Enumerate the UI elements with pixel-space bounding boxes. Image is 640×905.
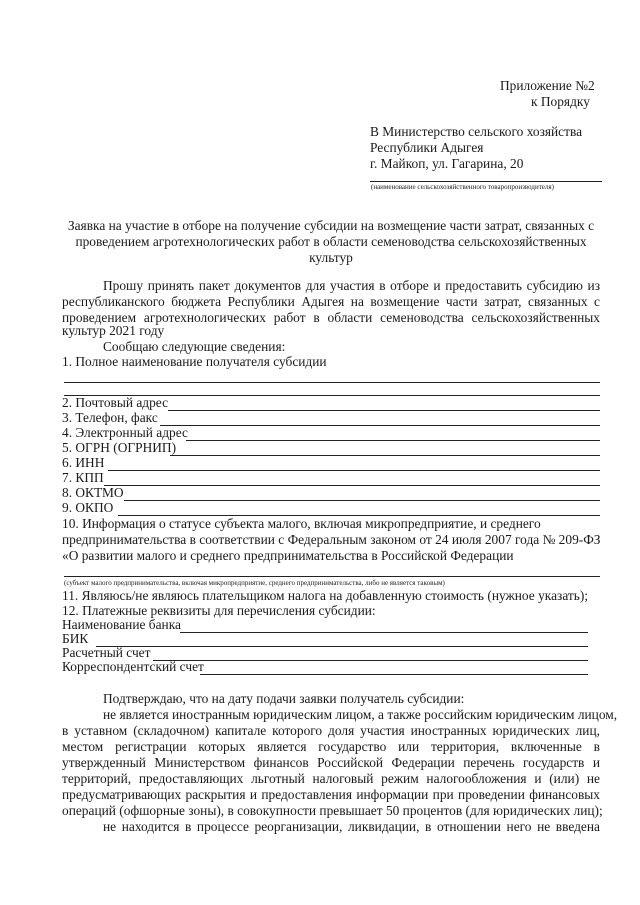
field-sme-line-2: предпринимательства в соответствии с Федеральным законом от 24 июля 2007 года № 209-ФЗ: [62, 532, 601, 547]
field-postal-label: 2. Почтовый адрес: [62, 395, 169, 410]
field-sme-caption: (субъект малого предпринимательства, включая микропредприятие, среднего предпринимательства, либо не является таковым): [64, 579, 445, 587]
field-bik-label: БИК: [62, 631, 89, 646]
field-bank-label: Наименование банка: [62, 617, 181, 632]
field-email-label: 4. Электронный адрес: [62, 425, 188, 440]
field-phone-label: 3. Телефон, факс: [62, 410, 158, 425]
field-account-label: Расчетный счет: [62, 645, 151, 660]
field-bik-line: [96, 646, 588, 647]
field-ogrn-line: [170, 455, 600, 456]
field-okpo-label: 9. ОКПО: [62, 500, 114, 515]
addressee-ministry: В Министерство сельского хозяйства: [370, 124, 583, 139]
field-vat: 11. Являюсь/не являюсь плательщиком налога на добавленную стоимость (нужное указать);: [62, 588, 589, 603]
applicant-name-caption: (наименование сельскохозяйственного товаропроизводителя): [371, 183, 554, 191]
field-postal-line: [168, 410, 600, 411]
field-inn-label: 6. ИНН: [62, 455, 105, 470]
confirm-p1-line-5: территорий, предоставляющих льготный налоговый режим налогообложения и (или) не: [62, 771, 600, 786]
field-bank-line: [180, 632, 588, 633]
field-payment-details: 12. Платежные реквизиты для перечисления субсидии:: [62, 603, 376, 618]
addressee-address: г. Майкоп, ул. Гагарина, 20: [370, 156, 524, 171]
confirm-intro: Подтверждаю, что на дату подачи заявки получатель субсидии:: [103, 691, 465, 706]
intro-line-5: Сообщаю следующие сведения:: [103, 339, 286, 354]
confirm-p1-line-1: не является иностранным юридическим лицом, а также российским юридическим лицом,: [103, 707, 618, 722]
field-phone-line: [160, 425, 600, 426]
field-ogrn-label: 5. ОГРН (ОГРНИП): [62, 440, 177, 455]
confirm-p1-line-2: в уставном (складочном) капитале которого доля участия иностранных юридических лиц,: [62, 723, 600, 738]
addressee-region: Республики Адыгея: [370, 140, 484, 155]
confirm-p1-line-6: предусматривающих раскрытия и предоставления информации при проведении финансовых: [62, 787, 600, 802]
field-inn-line: [108, 470, 600, 471]
intro-line-2: республиканского бюджета Республики Адыгея на возмещение части затрат, связанных с: [62, 294, 600, 309]
title-line-3: культур: [309, 250, 353, 265]
field-kpp-line: [104, 485, 600, 486]
field-account-line: [153, 660, 588, 661]
field-oktmo-label: 8. ОКТМО: [62, 485, 124, 500]
field-sme-line: [64, 576, 600, 577]
intro-line-1: Прошу принять пакет документов для участия в отборе и предоставить субсидию из: [103, 278, 600, 293]
field-corr-line: [200, 674, 588, 675]
title-line-1: Заявка на участие в отборе на получение субсидии на возмещение части затрат, связанных с: [67, 218, 595, 233]
field-full-name-label: 1. Полное наименование получателя субсидии: [62, 354, 327, 369]
field-corr-label: Корреспондентский счет: [62, 659, 204, 674]
confirm-p1-line-7: операций (офшорные зоны), в совокупности превышает 50 процентов (для юридических лиц);: [62, 803, 603, 818]
field-sme-line-1: 10. Информация о статусе субъекта малого, включая микропредприятие, и среднего: [62, 516, 541, 531]
confirm-p2-line-1: не находится в процессе реорганизации, ликвидации, в отношении него не введена: [103, 819, 600, 834]
field-oktmo-line: [124, 500, 600, 501]
confirm-p1-line-4: утвержденный Министерством финансов Российской Федерации перечень государств и: [62, 755, 600, 770]
intro-line-3: проведением агротехнологических работ в области семеноводства сельскохозяйственных: [62, 310, 600, 325]
field-kpp-label: 7. КПП: [62, 470, 104, 485]
applicant-name-line: [370, 181, 602, 182]
confirm-p1-line-3: местом регистрации которых является государство или территория, включенные в: [62, 739, 600, 754]
appendix-number: Приложение №2: [500, 78, 595, 93]
field-sme-line-3: «О развитии малого и среднего предпринимательства в Российской Федерации: [62, 548, 514, 563]
title-line-2: проведением агротехнологических работ в области семеноводства сельскохозяйственных: [75, 234, 587, 249]
appendix-reference: к Порядку: [531, 94, 590, 109]
field-email-line: [186, 440, 600, 441]
field-full-name-line-1: [64, 382, 600, 383]
intro-line-4: культур 2021 году: [62, 323, 165, 338]
